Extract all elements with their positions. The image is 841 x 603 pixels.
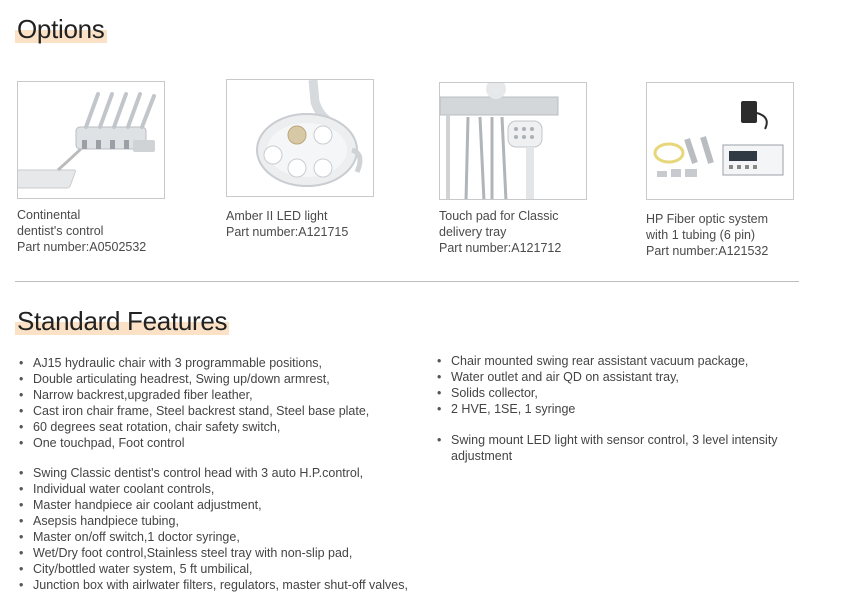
option-title: Continental [17,208,81,222]
list-item: • Water outlet and air QD on assistant tray, [435,369,815,385]
option-subtitle: delivery tray [439,225,507,239]
option-title: Amber II LED light [226,209,328,223]
list-item: • Swing Classic dentist's control head with 3 auto H.P.control, [17,465,437,481]
list-item: • City/bottled water system, 5 ft umbilical, [17,561,437,577]
option-card-fiber-optic [646,82,794,259]
list-item: • Swing mount LED light with sensor control, 3 level intensity adjustment [435,432,805,464]
list-item: • Master handpiece air coolant adjustment, [17,497,437,513]
option-part-number: Part number:A121532 [646,244,769,258]
list-item: • Cast iron chair frame, Steel backrest stand, Steel base plate, [17,403,437,419]
option-subtitle: dentist's control [17,224,104,238]
list-item: • AJ15 hydraulic chair with 3 programmable positions, [17,355,437,371]
list-item: • Double articulating headrest, Swing up/down armrest, [17,371,437,387]
features-left-list [17,355,437,451]
list-item: • One touchpad, Foot control [17,435,437,451]
features-left-list-2 [17,465,437,593]
option-card-dentist-control [17,81,165,255]
section-divider [15,281,799,282]
fiber-optic-icon [646,82,794,200]
dentist-control-icon [17,81,165,199]
option-card-touch-pad [439,82,587,256]
option-part-number: Part number:A0502532 [17,240,147,254]
list-item: • Master on/off switch,1 doctor syringe, [17,529,437,545]
list-item: • Junction box with airlwater filters, regulators, master shut-off valves, [17,577,437,593]
option-part-number: Part number:A121712 [439,241,562,255]
features-right-list-2 [435,432,805,464]
list-item: • Individual water coolant controls, [17,481,437,497]
option-subtitle: with 1 tubing (6 pin) [646,228,756,242]
list-item: • Asepsis handpiece tubing, [17,513,437,529]
led-light-icon [226,79,374,197]
list-item: • 2 HVE, 1SE, 1 syringe [435,401,815,417]
option-part-number: Part number:A121715 [226,225,349,239]
option-title: HP Fiber optic system [646,212,769,226]
features-right-list [435,353,815,417]
option-card-led-light [226,79,374,240]
options-heading: Options [17,14,105,44]
option-title: Touch pad for Classic [439,209,559,223]
list-item: • Solids collector, [435,385,815,401]
standard-features-heading: Standard Features [17,306,228,336]
list-item: • Chair mounted swing rear assistant vacuum package, [435,353,815,369]
list-item: • Wet/Dry foot control,Stainless steel tray with non-slip pad, [17,545,437,561]
list-item: • 60 degrees seat rotation, chair safety switch, [17,419,437,435]
touch-pad-icon [439,82,587,200]
list-item: • Narrow backrest,upgraded fiber leather, [17,387,437,403]
